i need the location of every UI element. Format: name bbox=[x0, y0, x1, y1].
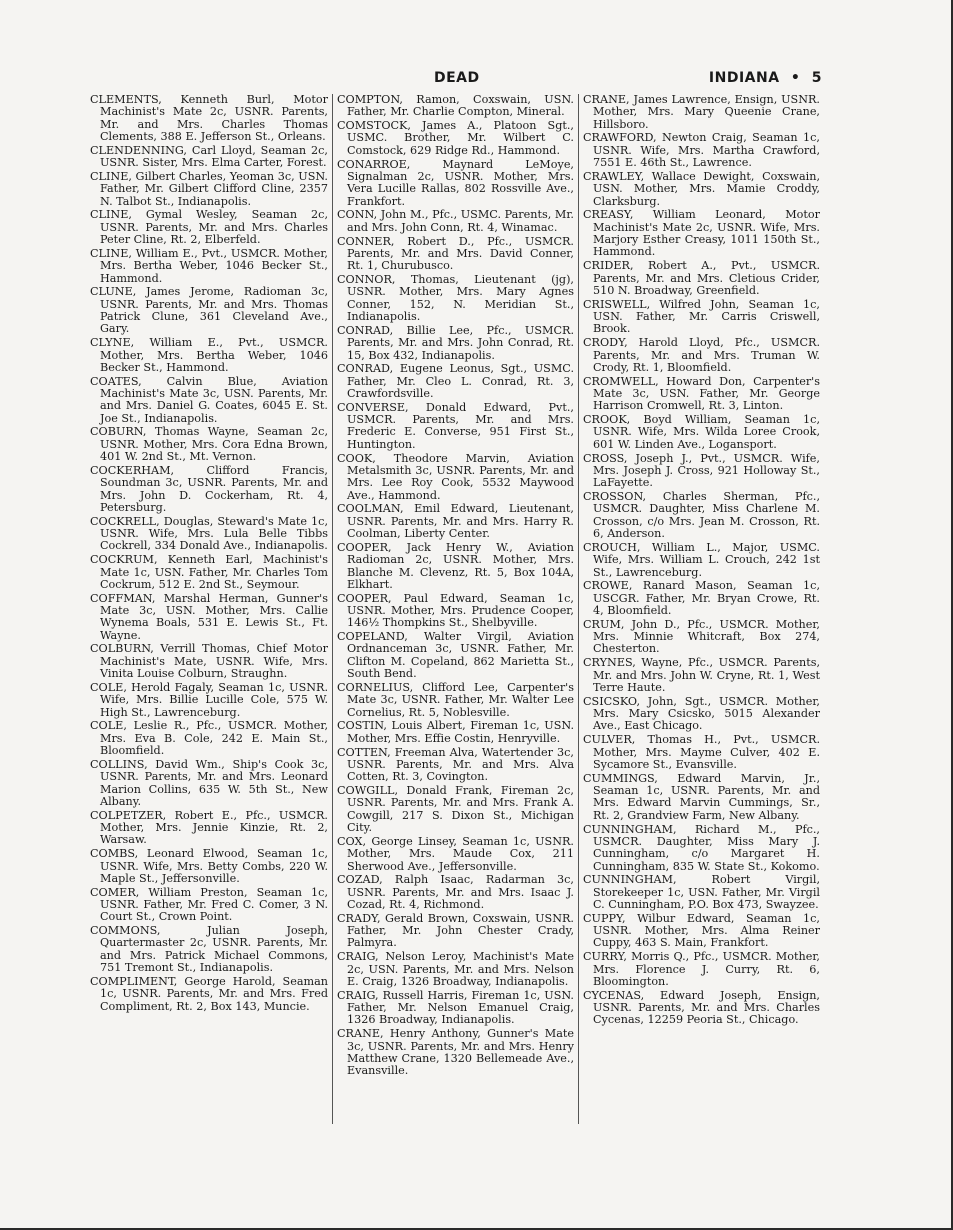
casualty-entry: CONN, John M., Pfc., USMC. Parents, Mr. and Mrs. John Conn, Rt. 4, Winamac. bbox=[337, 208, 574, 234]
casualty-entry: CROSSON, Charles Sherman, Pfc., USMCR. Daughter, Miss Charlene M. Crosson, c/o Mrs. Jean M. Crosson, Rt. 6, Anderson. bbox=[583, 490, 820, 541]
casualty-entry: COCKRUM, Kenneth Earl, Machinist's Mate 1c, USN. Father, Mr. Charles Tom Cockrum, 512 E. 2nd St., Seymour. bbox=[90, 553, 328, 591]
page-number: 5 bbox=[811, 70, 822, 86]
column-right bbox=[578, 94, 824, 1124]
casualty-entry: CONRAD, Billie Lee, Pfc., USMCR. Parents, Mr. and Mrs. John Conrad, Rt. 15, Box 432, Indianapolis. bbox=[337, 323, 574, 362]
casualty-entry: CRANE, Henry Anthony, Gunner's Mate 3c, USNR. Parents, Mr. and Mrs. Henry Matthew Crane, 1320 Bellemeade Ave., Evansville. bbox=[337, 1027, 574, 1078]
casualty-entry: CRODY, Harold Lloyd, Pfc., USMCR. Parents, Mr. and Mrs. Truman W. Crody, Rt. 1, Bloomfield. bbox=[583, 336, 820, 374]
casualty-entry: CONARROE, Maynard LeMoye, Signalman 2c, USNR. Mother, Mrs. Vera Lucille Rallas, 802 Rossville Ave., Frankfort. bbox=[337, 157, 574, 208]
casualty-entry: COSTIN, Louis Albert, Fireman 1c, USN. Mother, Mrs. Effie Costin, Henryville. bbox=[337, 719, 574, 745]
casualty-entry: COTTEN, Freeman Alva, Watertender 3c, USNR. Parents, Mr. and Mrs. Alva Cotten, Rt. 3, Covington. bbox=[337, 745, 574, 784]
casualty-entry: CONNOR, Thomas, Lieutenant (jg), USNR. Mother, Mrs. Mary Agnes Conner, 152, N. Meridian St., Indianapolis. bbox=[337, 273, 574, 324]
casualty-entry: COLBURN, Verrill Thomas, Chief Motor Machinist's Mate, USNR. Wife, Mrs. Vinita Louise Colburn, Straughn. bbox=[90, 642, 328, 681]
casualty-entry: CUMMINGS, Edward Marvin, Jr., Seaman 1c, USNR. Parents, Mr. and Mrs. Edward Marvin Cummings, Sr., Rt. 2, Grandview Farm, New Albany. bbox=[583, 771, 820, 822]
casualty-entry: CLUNE, James Jerome, Radioman 3c, USNR. Parents, Mr. and Mrs. Thomas Patrick Clune, 361 Cleveland Ave., Gary. bbox=[90, 285, 328, 336]
casualty-entry: COFFMAN, Marshal Herman, Gunner's Mate 3c, USN. Mother, Mrs. Callie Wynema Boals, 531 E. Lewis St., Ft. Wayne. bbox=[90, 591, 328, 642]
casualty-entry: COLLINS, David Wm., Ship's Cook 3c, USNR. Parents, Mr. and Mrs. Leonard Marion Collins, 635 W. 5th St., New Albany. bbox=[90, 757, 328, 808]
casualty-entry: COMMONS, Julian Joseph, Quartermaster 2c, USNR. Parents, Mr. and Mrs. Patrick Michael Commons, 751 Tremont St., Indianapolis. bbox=[90, 924, 328, 975]
casualty-entry: CRADY, Gerald Brown, Coxswain, USNR. Father, Mr. John Chester Crady, Palmyra. bbox=[337, 911, 574, 950]
section-title: DEAD bbox=[434, 70, 480, 86]
casualty-entry: COCKERHAM, Clifford Francis, Soundman 3c, USNR. Parents, Mr. and Mrs. John D. Cockerham, Rt. 4, Petersburg. bbox=[90, 463, 328, 514]
casualty-entry: COMBS, Leonard Elwood, Seaman 1c, USNR. Wife, Mrs. Betty Combs, 220 W. Maple St., Jeffersonville. bbox=[90, 847, 328, 885]
casualty-entry: CSICSKO, John, Sgt., USMCR. Mother, Mrs. Mary Csicsko, 5015 Alexander Ave., East Chicago. bbox=[583, 694, 820, 733]
casualty-entry: CLINE, Gymal Wesley, Seaman 2c, USNR. Parents, Mr. and Mrs. Charles Peter Cline, Rt. 2, Elberfeld. bbox=[90, 208, 328, 247]
casualty-entry: CROMWELL, Howard Don, Carpenter's Mate 3c, USN. Father, Mr. George Harrison Cromwell, Rt. 3, Linton. bbox=[583, 374, 820, 413]
casualty-entry: COOPER, Jack Henry W., Aviation Radioman 2c, USNR. Mother, Mrs. Blanche M. Clevenz, Rt. 5, Box 104A, Elkhart. bbox=[337, 540, 574, 591]
casualty-entry: CORNELIUS, Clifford Lee, Carpenter's Mate 3c, USNR. Father, Mr. Walter Lee Cornelius, Rt. 5, Noblesville. bbox=[337, 680, 574, 719]
casualty-entry: COOLMAN, Emil Edward, Lieutenant, USNR. Parents, Mr. and Mrs. Harry R. Coolman, Liberty Center. bbox=[337, 502, 574, 541]
casualty-entry: COCKRELL, Douglas, Steward's Mate 1c, USNR. Wife, Mrs. Lula Belle Tibbs Cockrell, 334 Donald Ave., Indianapolis. bbox=[90, 514, 328, 553]
casualty-entry: COWGILL, Donald Frank, Fireman 2c, USNR. Parents, Mr. and Mrs. Frank A. Cowgill, 217 S. Dixon St., Michigan City. bbox=[337, 784, 574, 835]
casualty-entry: CROWE, Ranard Mason, Seaman 1c, USCGR. Father, Mr. Bryan Crowe, Rt. 4, Bloomfield. bbox=[583, 579, 820, 617]
casualty-entry: COMER, William Preston, Seaman 1c, USNR. Father, Mr. Fred C. Comer, 3 N. Court St., Crown Point. bbox=[90, 885, 328, 924]
casualty-entry: CLINE, Gilbert Charles, Yeoman 3c, USN. Father, Mr. Gilbert Clifford Cline, 2357 N. Talbot St., Indianapolis. bbox=[90, 169, 328, 208]
casualty-entry: COOK, Theodore Marvin, Aviation Metalsmith 3c, USNR. Parents, Mr. and Mrs. Lee Roy Cook, 5532 Maywood Ave., Hammond. bbox=[337, 451, 574, 502]
page-header bbox=[88, 70, 822, 90]
casualty-entry: CRAIG, Nelson Leroy, Machinist's Mate 2c, USN. Parents, Mr. and Mrs. Nelson E. Craig, 1326 Broadway, Indianapolis. bbox=[337, 950, 574, 988]
casualty-entry: CRUM, John D., Pfc., USMCR. Mother, Mrs. Minnie Whitcraft, Box 274, Chesterton. bbox=[583, 617, 820, 656]
casualty-entry: CRAWFORD, Newton Craig, Seaman 1c, USNR. Wife, Mrs. Martha Crawford, 7551 E. 46th St., Lawrence. bbox=[583, 131, 820, 170]
casualty-entry: COMSTOCK, James A., Platoon Sgt., USMC. Brother, Mr. Wilbert C. Comstock, 629 Ridge Rd., Hammond. bbox=[337, 119, 574, 157]
casualty-entry: CLINE, William E., Pvt., USMCR. Mother, Mrs. Bertha Weber, 1046 Becker St., Hammond. bbox=[90, 246, 328, 285]
casualty-entry: CREASY, William Leonard, Motor Machinist's Mate 2c, USNR. Wife, Mrs. Marjory Esther Creasy, 1011 150th St., Hammond. bbox=[583, 208, 820, 259]
casualty-entry: CUPPY, Wilbur Edward, Seaman 1c, USNR. Mother, Mrs. Alma Reiner Cuppy, 463 S. Main, Frankfort. bbox=[583, 911, 820, 950]
column-left bbox=[86, 94, 332, 1124]
casualty-entry: CRISWELL, Wilfred John, Seaman 1c, USN. Father, Mr. Carris Criswell, Brook. bbox=[583, 297, 820, 336]
casualty-entry: CRYNES, Wayne, Pfc., USMCR. Parents, Mr. and Mrs. John W. Cryne, Rt. 1, West Terre Haute. bbox=[583, 656, 820, 694]
casualty-entry: COZAD, Ralph Isaac, Radarman 3c, USNR. Parents, Mr. and Mrs. Isaac J. Cozad, Rt. 4, Richmond. bbox=[337, 873, 574, 911]
casualty-entry: CRIDER, Robert A., Pvt., USMCR. Parents, Mr. and Mrs. Cletious Crider, 510 N. Broadway, Greenfield. bbox=[583, 259, 820, 297]
casualty-entry: COLE, Herold Fagaly, Seaman 1c, USNR. Wife, Mrs. Billie Lucille Cole, 575 W. High St., Lawrenceburg. bbox=[90, 680, 328, 719]
casualty-entry: CONRAD, Eugene Leonus, Sgt., USMC. Father, Mr. Cleo L. Conrad, Rt. 3, Crawfordsville. bbox=[337, 362, 574, 400]
casualty-entry: COMPLIMENT, George Harold, Seaman 1c, USNR. Parents, Mr. and Mrs. Fred Compliment, Rt. 2, Box 143, Muncie. bbox=[90, 974, 328, 1013]
casualty-entry: CROSS, Joseph J., Pvt., USMCR. Wife, Mrs. Joseph J. Cross, 921 Holloway St., LaFayette. bbox=[583, 451, 820, 490]
casualty-entry: CUNNINGHAM, Robert Virgil, Storekeeper 1c, USN. Father, Mr. Virgil C. Cunningham, P.O. Box 473, Swayzee. bbox=[583, 873, 820, 911]
casualty-entry: CONVERSE, Donald Edward, Pvt., USMCR. Parents, Mr. and Mrs. Frederic E. Converse, 951 First St., Huntington. bbox=[337, 400, 574, 451]
casualty-entry: COPELAND, Walter Virgil, Aviation Ordnanceman 3c, USNR. Father, Mr. Clifton M. Copeland, 862 Marietta St., South Bend. bbox=[337, 630, 574, 681]
casualty-entry: CYCENAS, Edward Joseph, Ensign, USNR. Parents, Mr. and Mrs. Charles Cycenas, 12259 Peoria St., Chicago. bbox=[583, 988, 820, 1027]
casualty-entry: CRAIG, Russell Harris, Fireman 1c, USN. Father, Mr. Nelson Emanuel Craig, 1326 Broadway, Indianapolis. bbox=[337, 988, 574, 1027]
state-name: INDIANA bbox=[708, 70, 780, 86]
casualty-entry: CRANE, James Lawrence, Ensign, USNR. Mother, Mrs. Mary Queenie Crane, Hillsboro. bbox=[583, 94, 820, 131]
casualty-entry: COATES, Calvin Blue, Aviation Machinist's Mate 3c, USN. Parents, Mr. and Mrs. Daniel G. Coates, 6045 E. St. Joe St., Indianapolis. bbox=[90, 374, 328, 425]
page-state-number bbox=[709, 70, 822, 86]
casualty-entry: CULVER, Thomas H., Pvt., USMCR. Mother, Mrs. Mayme Culver, 402 E. Sycamore St., Evansville. bbox=[583, 733, 820, 771]
bullet-separator: • bbox=[790, 70, 801, 86]
column-middle bbox=[332, 94, 578, 1124]
casualty-entry: CUNNINGHAM, Richard M., Pfc., USMCR. Daughter, Miss Mary J. Cunningham, c/o Margaret H. Cunningham, 835 W. State St., Kokomo. bbox=[583, 822, 820, 873]
casualty-entry: COX, George Linsey, Seaman 1c, USNR. Mother, Mrs. Maude Cox, 211 Sherwood Ave., Jeffersonville. bbox=[337, 834, 574, 873]
casualty-entry: COOPER, Paul Edward, Seaman 1c, USNR. Mother, Mrs. Prudence Cooper, 146½ Thompkins St., Shelbyville. bbox=[337, 591, 574, 630]
casualty-entry: COMPTON, Ramon, Coxswain, USN. Father, Mr. Charlie Compton, Mineral. bbox=[337, 94, 574, 119]
casualty-entry: CONNER, Robert D., Pfc., USMCR. Parents, Mr. and Mrs. David Conner, Rt. 1, Churubusco. bbox=[337, 234, 574, 273]
casualty-entry: COLE, Leslie R., Pfc., USMCR. Mother, Mrs. Eva B. Cole, 242 E. Main St., Bloomfield. bbox=[90, 719, 328, 758]
casualty-entry: COBURN, Thomas Wayne, Seaman 2c, USNR. Mother, Mrs. Cora Edna Brown, 401 W. 2nd St., Mt. Vernon. bbox=[90, 425, 328, 464]
casualty-entry: CRAWLEY, Wallace Dewight, Coxswain, USN. Mother, Mrs. Mamie Croddy, Clarksburg. bbox=[583, 169, 820, 208]
casualty-entry: CURRY, Morris Q., Pfc., USMCR. Mother, Mrs. Florence J. Curry, Rt. 6, Bloomington. bbox=[583, 950, 820, 988]
casualty-entry: COLPETZER, Robert E., Pfc., USMCR. Mother, Mrs. Jennie Kinzie, Rt. 2, Warsaw. bbox=[90, 808, 328, 847]
casualty-entry: CLENDENNING, Carl Lloyd, Seaman 2c, USNR. Sister, Mrs. Elma Carter, Forest. bbox=[90, 143, 328, 170]
casualty-entry: CLYNE, William E., Pvt., USMCR. Mother, Mrs. Bertha Weber, 1046 Becker St., Hammond. bbox=[90, 336, 328, 374]
casualty-entry: CLEMENTS, Kenneth Burl, Motor Machinist's Mate 2c, USNR. Parents, Mr. and Mrs. Charles Thomas Clements, 388 E. Jefferson St., Orleans. bbox=[90, 94, 328, 143]
casualty-columns bbox=[86, 94, 826, 1124]
casualty-entry: CROOK, Boyd William, Seaman 1c, USNR. Wife, Mrs. Wilda Loree Crook, 601 W. Linden Ave., Logansport. bbox=[583, 413, 820, 451]
casualty-entry: CROUCH, William L., Major, USMC. Wife, Mrs. William L. Crouch, 242 1st St., Lawrenceburg. bbox=[583, 540, 820, 579]
